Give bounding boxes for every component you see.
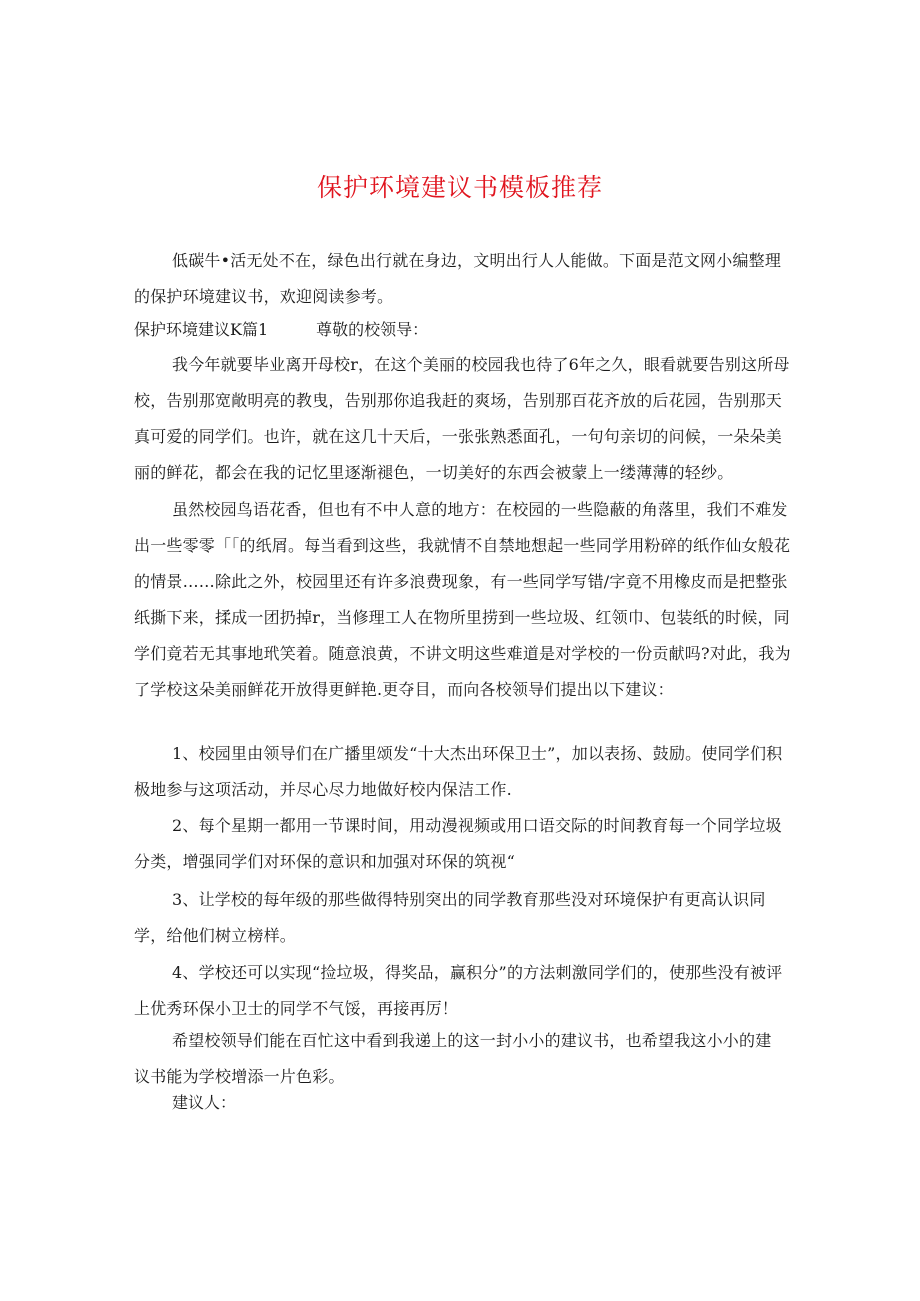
- document-title: 保护环境建议书模板推荐: [316, 173, 603, 202]
- section-heading: 保护环境建议K篇1: [134, 320, 269, 339]
- section-heading-line: [134, 315, 428, 345]
- suggestion-item-4: 4、学校还可以实现“捡垃圾，得奖品，赢积分”的方法刺激同学们的，使那些没有被评上优秀环保小卫士的同学不气馁，再接再厉！: [134, 963, 783, 1018]
- intro-paragraph: 低碳牛•活无处不在，绿色出行就在身边，文明出行人人能做。下面是范文网小编整理的保护环境建议书，欢迎阅读参考。: [134, 251, 782, 306]
- suggestion-item-3: 3、让学校的每年级的那些做得特别突出的同学教育那些没对环境保护有更高认识同学，给他们树立榜样。: [134, 890, 766, 945]
- suggestion-item-1: 1、校园里由领导们在广播里颂发“十大杰出环保卫士”，加以表扬、鼓励。使同学们积极地参与这项活动，并尽心尽力地做好校内保洁工作.: [134, 744, 783, 799]
- salutation: 尊敬的校领导：: [316, 320, 429, 339]
- closing-paragraph: 希望校领导们能在百忙这中看到我递上的这一封小小的建议书，也希望我这小小的建议书能为学校增添一片色彩。: [134, 1031, 772, 1086]
- suggestion-item-2: 2、每个星期一都用一节课时间，用动漫视频或用口语交际的时间教育每一个同学垃圾分类，增强同学们对环保的意识和加强对环保的筑视“: [134, 816, 782, 871]
- signature-label: 建议人：: [172, 1093, 237, 1112]
- body-paragraph-1: 我今年就要毕业离开母校r，在这个美丽的校园我也待了6年之久，眼看就要告别这所母校，告别那宽敞明亮的教曳，告别那你追我赶的爽场，告别那百花齐放的后花园，告别那天真可爱的同学们。也许，就在这几十天后，一张张熟悉面孔，一句句亲切的问候，一朵朵美丽的鲜花，都会在我的记忆里逐渐褪色，一切美好的东西会被蒙上一缕薄薄的轻纱。: [134, 355, 790, 482]
- body-paragraph-2: 虽然校园鸟语花香，但也有不中人意的地方：在校园的一些隐蔽的角落里，我们不难发出一些零零「「的纸屑。每当看到这些，我就情不自禁地想起一些同学用粉碎的纸作仙女般花的情景……除此之外，校园里还有许多浪费现象，有一些同学写错/字竟不用橡皮而是把整张纸撕下来，揉成一团扔掉r，当修理工人在物所里捞到一些垃圾、红领巾、包装纸的时候，同学们竟若无其事地玳笑着。随意浪黄，不讲文明这些难道是对学校的一份贡献吗?对此，我为了学校这朵美丽鲜花开放得更鲜艳.更夺目，而向各校领导们提出以下建议：: [134, 500, 791, 699]
